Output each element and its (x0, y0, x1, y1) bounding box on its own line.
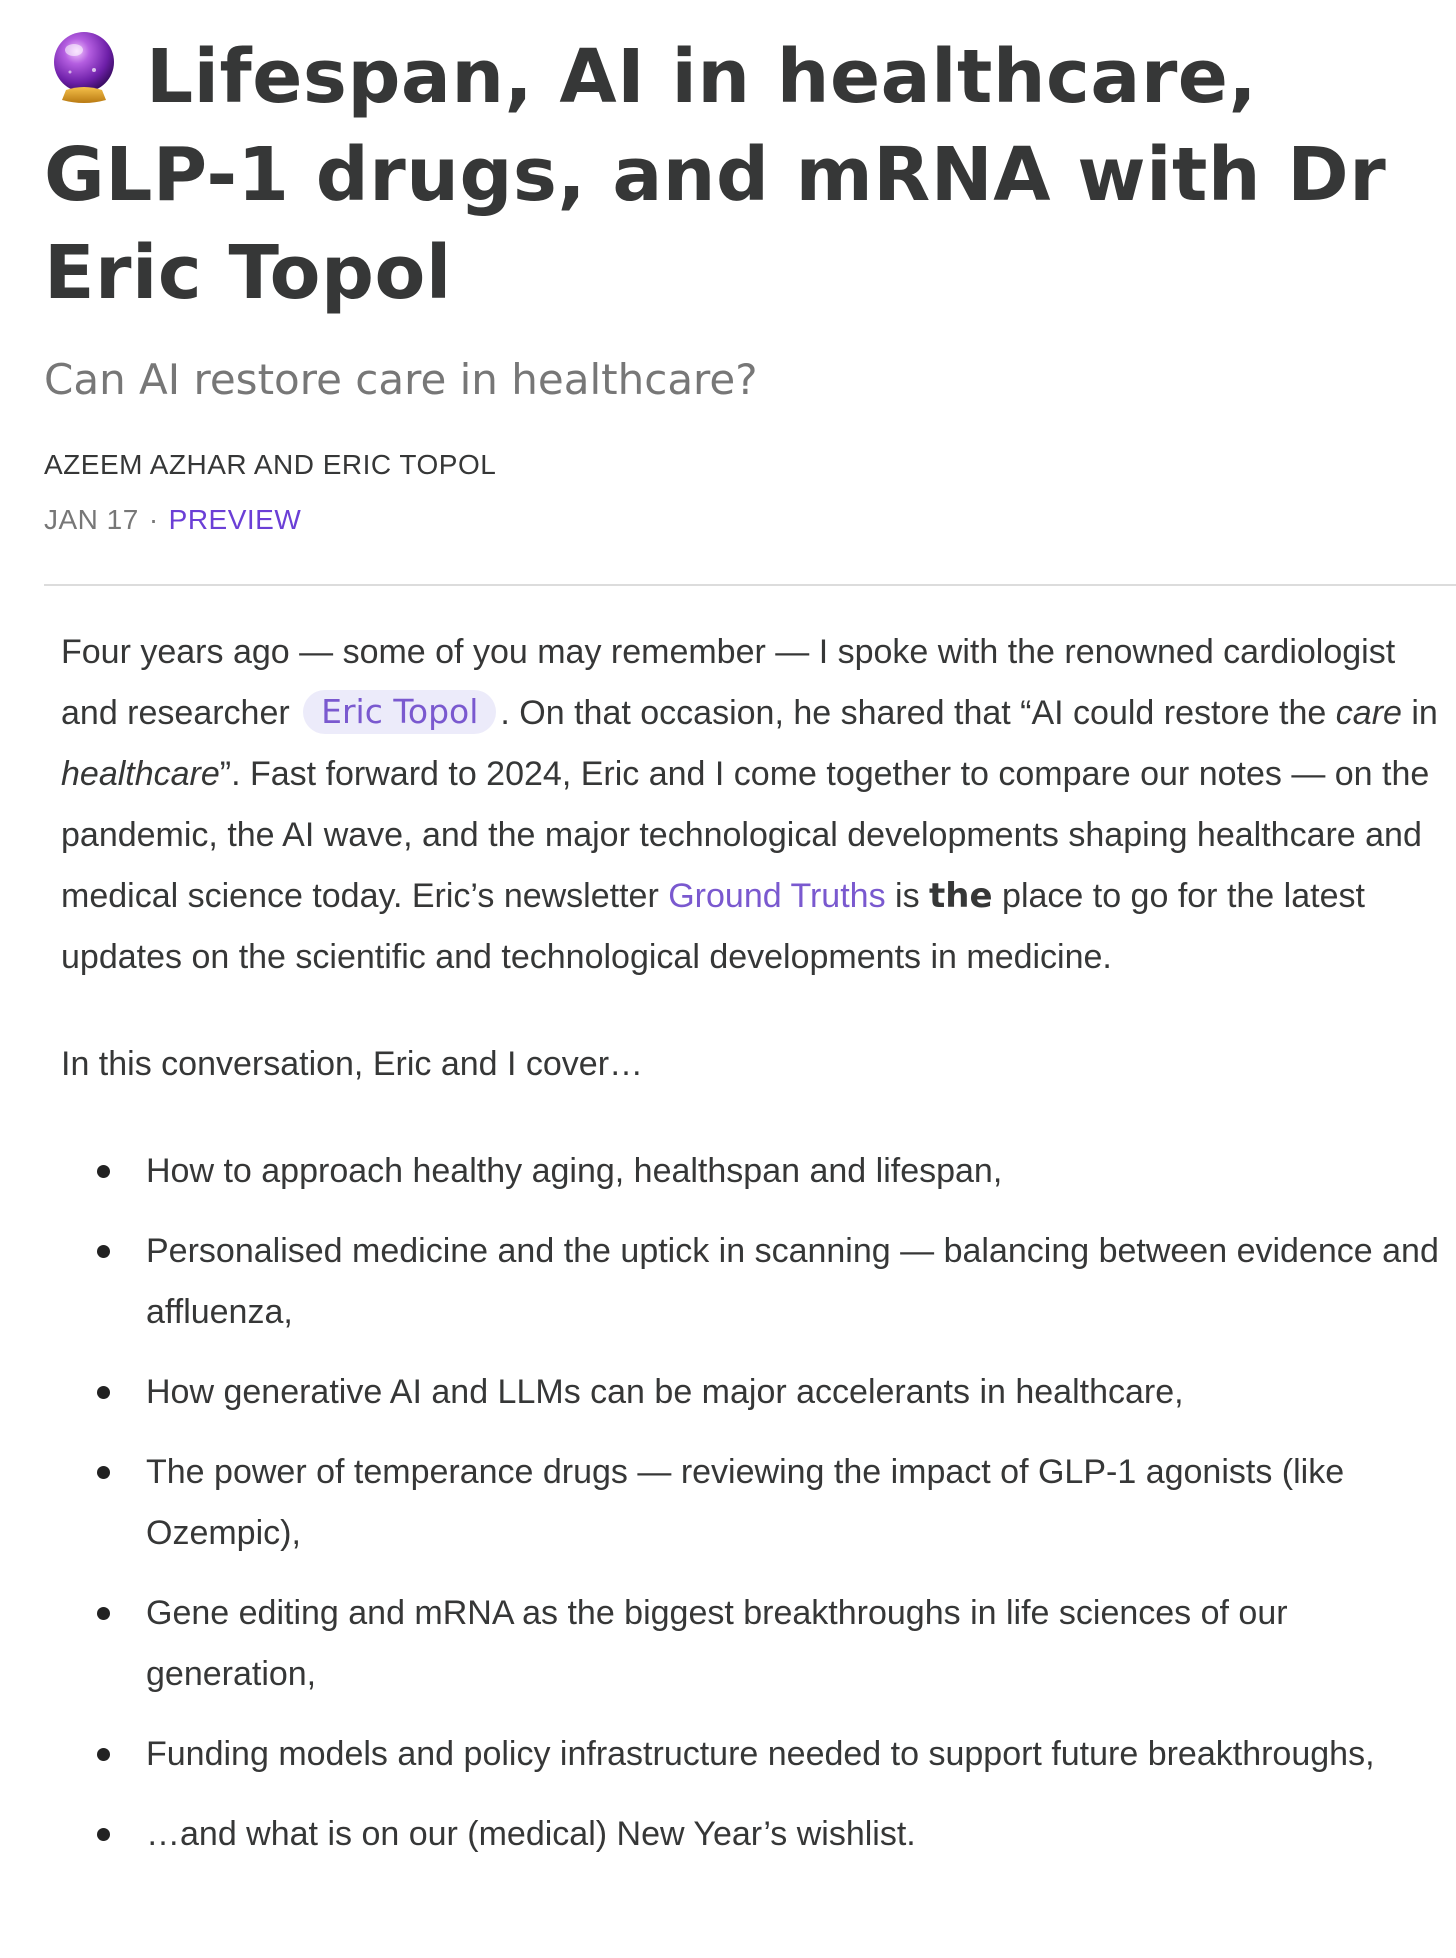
post-meta (44, 502, 1456, 538)
intro-emphasis: healthcare (61, 755, 220, 793)
list-item (61, 1442, 1439, 1564)
ground-truths-link[interactable]: Ground Truths (668, 877, 886, 915)
intro-strong: the (929, 876, 993, 916)
list-item (61, 1724, 1439, 1785)
intro-text: ”. Fast forward to 2024, Eric and I come together to compare our notes — on the pandemic, the AI wave, and the major technological developments shaping healthcare and medical science today. Eric’s newsletter (61, 755, 1430, 915)
list-item (61, 1141, 1439, 1202)
list-item-text: …and what is on our (medical) New Year’s wishlist. (146, 1815, 916, 1853)
post-title (44, 28, 1456, 322)
post-authors[interactable]: AZEEM AZHAR AND ERIC TOPOL (44, 449, 497, 480)
list-item-text: The power of temperance drugs — reviewing the impact of GLP-1 agonists (like Ozempic), (146, 1453, 1345, 1552)
mention-eric-topol[interactable]: Eric Topol (303, 690, 496, 734)
cover-intro-paragraph: In this conversation, Eric and I cover… (61, 1045, 644, 1083)
bullet-icon (97, 1748, 110, 1761)
meta-separator: · (148, 504, 159, 535)
list-item-text: Personalised medicine and the uptick in scanning — balancing between evidence and affluenza, (146, 1232, 1439, 1331)
bullet-icon (97, 1386, 110, 1399)
post-date: JAN 17 (44, 504, 139, 535)
list-item (61, 1362, 1439, 1423)
intro-text: in (1411, 694, 1438, 732)
bullet-icon (97, 1245, 110, 1258)
post-title-text: Lifespan, AI in healthcare, GLP-1 drugs, and mRNA with Dr Eric Topol (44, 34, 1387, 316)
intro-paragraph (61, 622, 1439, 988)
list-item-text: How to approach healthy aging, healthspan and lifespan, (146, 1152, 1003, 1190)
list-item-text: Gene editing and mRNA as the biggest breakthroughs in life sciences of our generation, (146, 1594, 1288, 1693)
bullet-icon (97, 1607, 110, 1620)
post-page (44, 28, 1456, 1884)
intro-emphasis: care (1335, 694, 1402, 732)
post-subtitle: Can AI restore care in healthcare? (44, 355, 758, 404)
post-body (44, 622, 1439, 1865)
bullet-icon (97, 1828, 110, 1841)
topics-list (61, 1141, 1439, 1865)
crystal-ball-icon (44, 28, 124, 108)
list-item-text: Funding models and policy infrastructure needed to support future breakthroughs, (146, 1735, 1375, 1773)
preview-badge[interactable]: PREVIEW (168, 504, 302, 535)
list-item (61, 1583, 1439, 1705)
bullet-icon (97, 1165, 110, 1178)
bullet-icon (97, 1466, 110, 1479)
header-divider (44, 584, 1456, 586)
intro-text: is (895, 877, 920, 915)
list-item (61, 1804, 1439, 1865)
intro-text: . On that occasion, he shared that “AI could restore the (500, 694, 1327, 732)
list-item (61, 1221, 1439, 1343)
list-item-text: How generative AI and LLMs can be major accelerants in healthcare, (146, 1373, 1184, 1411)
intro-text: place to go for the latest updates on the scientific and technological developments in medicine. (61, 877, 1365, 976)
intro-text: Four years ago — some of you may remember — I spoke with the renowned cardiologist and researcher (61, 633, 1396, 732)
